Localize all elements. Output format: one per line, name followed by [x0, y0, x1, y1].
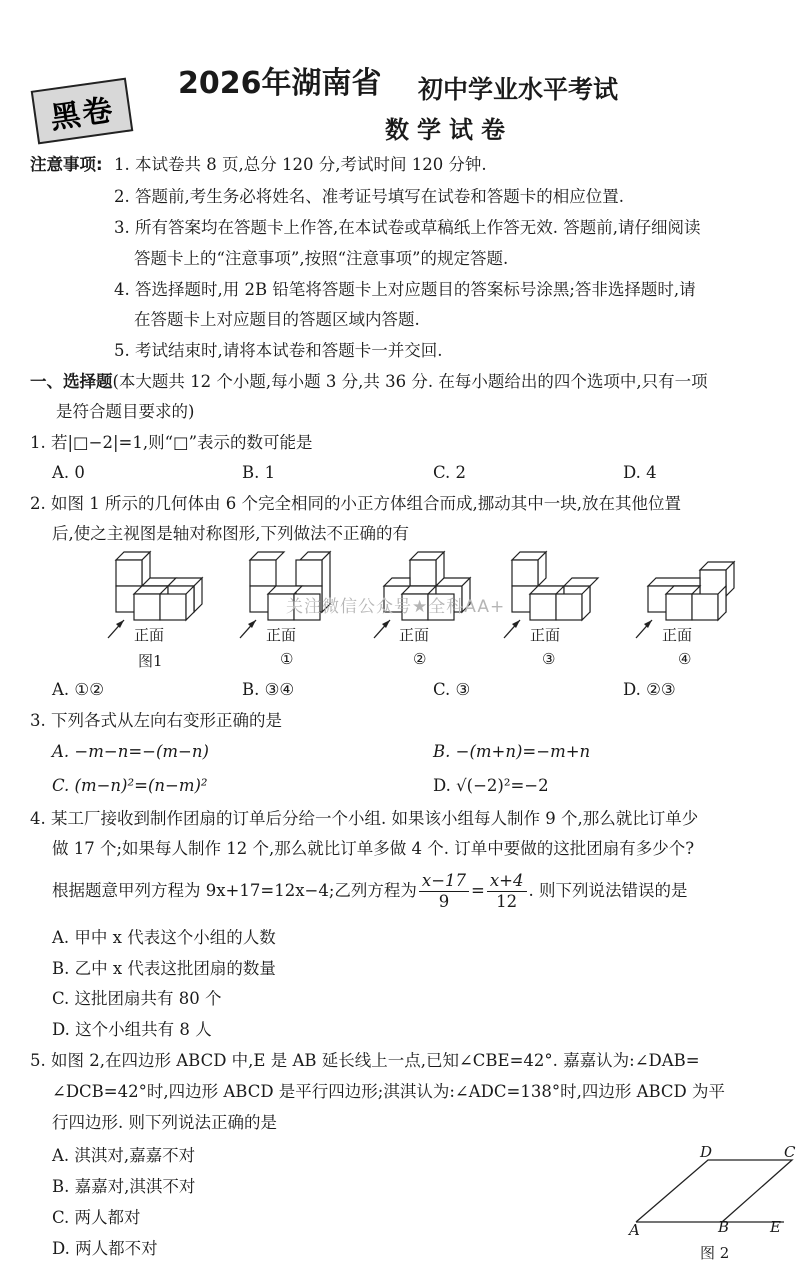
note-item: 5. 考试结束时,请将本试卷和答题卡一并交回.: [114, 341, 443, 360]
figure-option-3-caption: ③: [542, 650, 556, 668]
q2-option-a: A. ①②: [52, 680, 104, 699]
q4-fraction-1-num: x−17: [419, 871, 469, 892]
watermark: 关注微信公众号★全科AA+: [286, 597, 506, 617]
front-label: 正面: [266, 626, 297, 644]
q4-fraction-1: [419, 871, 469, 912]
note-item: 3. 所有答案均在答题卡上作答,在本试卷或草稿纸上作答无效. 答题前,请仔细阅读: [114, 218, 701, 237]
front-label: 正面: [662, 626, 693, 644]
front-arrow-icon: [632, 612, 662, 642]
exam-name: 初中学业水平考试: [418, 75, 619, 104]
q5-option-a: A. 淇淇对,嘉嘉不对: [52, 1146, 196, 1165]
front-label: 正面: [134, 626, 165, 644]
question-2-stem: 2. 如图 1 所示的几何体由 6 个完全相同的小正方体组合而成,挪动其中一块,放在其他位置: [30, 494, 681, 513]
q3-option-b: B. −(m+n)=−m+n: [433, 742, 591, 761]
figure-2-caption: 图 2: [700, 1244, 730, 1262]
section-desc-cont: 是符合题目要求的): [56, 402, 195, 421]
q2-option-b: B. ③④: [242, 680, 295, 699]
q4-equation-tail: . 则下列说法错误的是: [528, 881, 688, 900]
note-item: 4. 答选择题时,用 2B 铅笔将答题卡上对应题目的答案标号涂黑;答非选择题时,请: [114, 280, 696, 299]
notes-label: 注意事项:: [30, 155, 103, 174]
question-2-stem-cont: 后,使之主视图是轴对称图形,下列做法不正确的有: [52, 524, 409, 543]
q4-option-d: D. 这个小组共有 8 人: [52, 1020, 212, 1039]
point-e-label: E: [770, 1218, 781, 1236]
front-arrow-icon: [104, 612, 134, 642]
front-arrow-icon: [236, 612, 266, 642]
q5-option-c: C. 两人都对: [52, 1208, 141, 1227]
q4-fraction-1-den: 9: [438, 892, 450, 911]
q4-fraction-2: [487, 871, 527, 912]
q2-option-d: D. ②③: [623, 680, 676, 699]
q1-option-a: A. 0: [52, 463, 85, 482]
section-heading: [30, 371, 708, 393]
q1-option-c: C. 2: [433, 463, 467, 482]
question-5-stem-cont: 行四边形. 则下列说法正确的是: [52, 1113, 277, 1132]
question-5-stem-cont: ∠DCB=42°时,四边形 ABCD 是平行四边形;淇淇认为:∠ADC=138°时,四边形 ABCD 为平: [52, 1082, 726, 1101]
figure-option-2-caption: ②: [413, 650, 427, 668]
q5-option-b: B. 嘉嘉对,淇淇不对: [52, 1177, 196, 1196]
q4-option-b: B. 乙中 x 代表这批团扇的数量: [52, 959, 276, 978]
point-b-label: B: [718, 1218, 730, 1236]
figure-option-1-caption: ①: [280, 650, 294, 668]
q4-equation-text: 根据题意甲列方程为 9x+17=12x−4;乙列方程为: [52, 881, 417, 900]
q2-option-c: C. ③: [433, 680, 471, 699]
question-4-stem-cont: 做 17 个;如果每人制作 12 个,那么就比订单多做 4 个. 订单中要做的这批团扇有多少个?: [52, 839, 695, 858]
q4-fraction-2-num: x+4: [487, 871, 527, 892]
q4-option-c: C. 这批团扇共有 80 个: [52, 989, 222, 1008]
q3-option-d: D. √(−2)²=−2: [433, 776, 549, 795]
point-a-label: A: [629, 1221, 640, 1239]
question-3-stem: 3. 下列各式从左向右变形正确的是: [30, 711, 282, 730]
q4-fraction-2-den: 12: [496, 892, 518, 911]
question-4-stem: 4. 某工厂接收到制作团扇的订单后分给一个小组. 如果该小组每人制作 9 个,那么就比订单少: [30, 809, 699, 828]
figure-1-caption: 图1: [138, 652, 163, 670]
q1-option-d: D. 4: [623, 463, 657, 482]
q5-option-d: D. 两人都不对: [52, 1239, 158, 1258]
stamp-text: 黑卷: [48, 92, 117, 137]
q1-option-b: B. 1: [242, 463, 276, 482]
front-label: 正面: [399, 626, 430, 644]
note-item: 答题卡上的“注意事项”,按照“注意事项”的规定答题.: [134, 249, 509, 268]
question-4-equations: [52, 870, 688, 912]
section-desc: (本大题共 12 个小题,每小题 3 分,共 36 分. 在每小题给出的四个选项中,只有一项: [112, 372, 708, 391]
exam-year-province: 2026年湖南省: [178, 66, 382, 101]
note-item: 在答题卡上对应题目的答题区域内答题.: [134, 310, 420, 329]
point-d-label: D: [700, 1143, 713, 1161]
q3-option-a: A. −m−n=−(m−n): [52, 742, 209, 761]
figure-option-4-caption: ④: [678, 650, 692, 668]
black-paper-stamp: [31, 78, 134, 145]
front-label: 正面: [530, 626, 561, 644]
point-c-label: C: [784, 1143, 796, 1161]
question-1-stem: 1. 若|□−2|=1,则“□”表示的数可能是: [30, 433, 313, 452]
q4-equals: =: [471, 881, 485, 900]
q4-option-a: A. 甲中 x 代表这个小组的人数: [52, 928, 276, 947]
note-item: 2. 答题前,考生务必将姓名、准考证号填写在试卷和答题卡的相应位置.: [114, 187, 624, 206]
note-item: 1. 本试卷共 8 页,总分 120 分,考试时间 120 分钟.: [114, 155, 487, 174]
question-5-stem: 5. 如图 2,在四边形 ABCD 中,E 是 AB 延长线上一点,已知∠CBE=42°. 嘉嘉认为:∠DAB=: [30, 1051, 700, 1070]
section-title: 一、选择题: [30, 372, 113, 391]
q3-option-c: C. (m−n)²=(n−m)²: [52, 776, 208, 795]
paper-title: 数学试卷: [385, 116, 513, 144]
